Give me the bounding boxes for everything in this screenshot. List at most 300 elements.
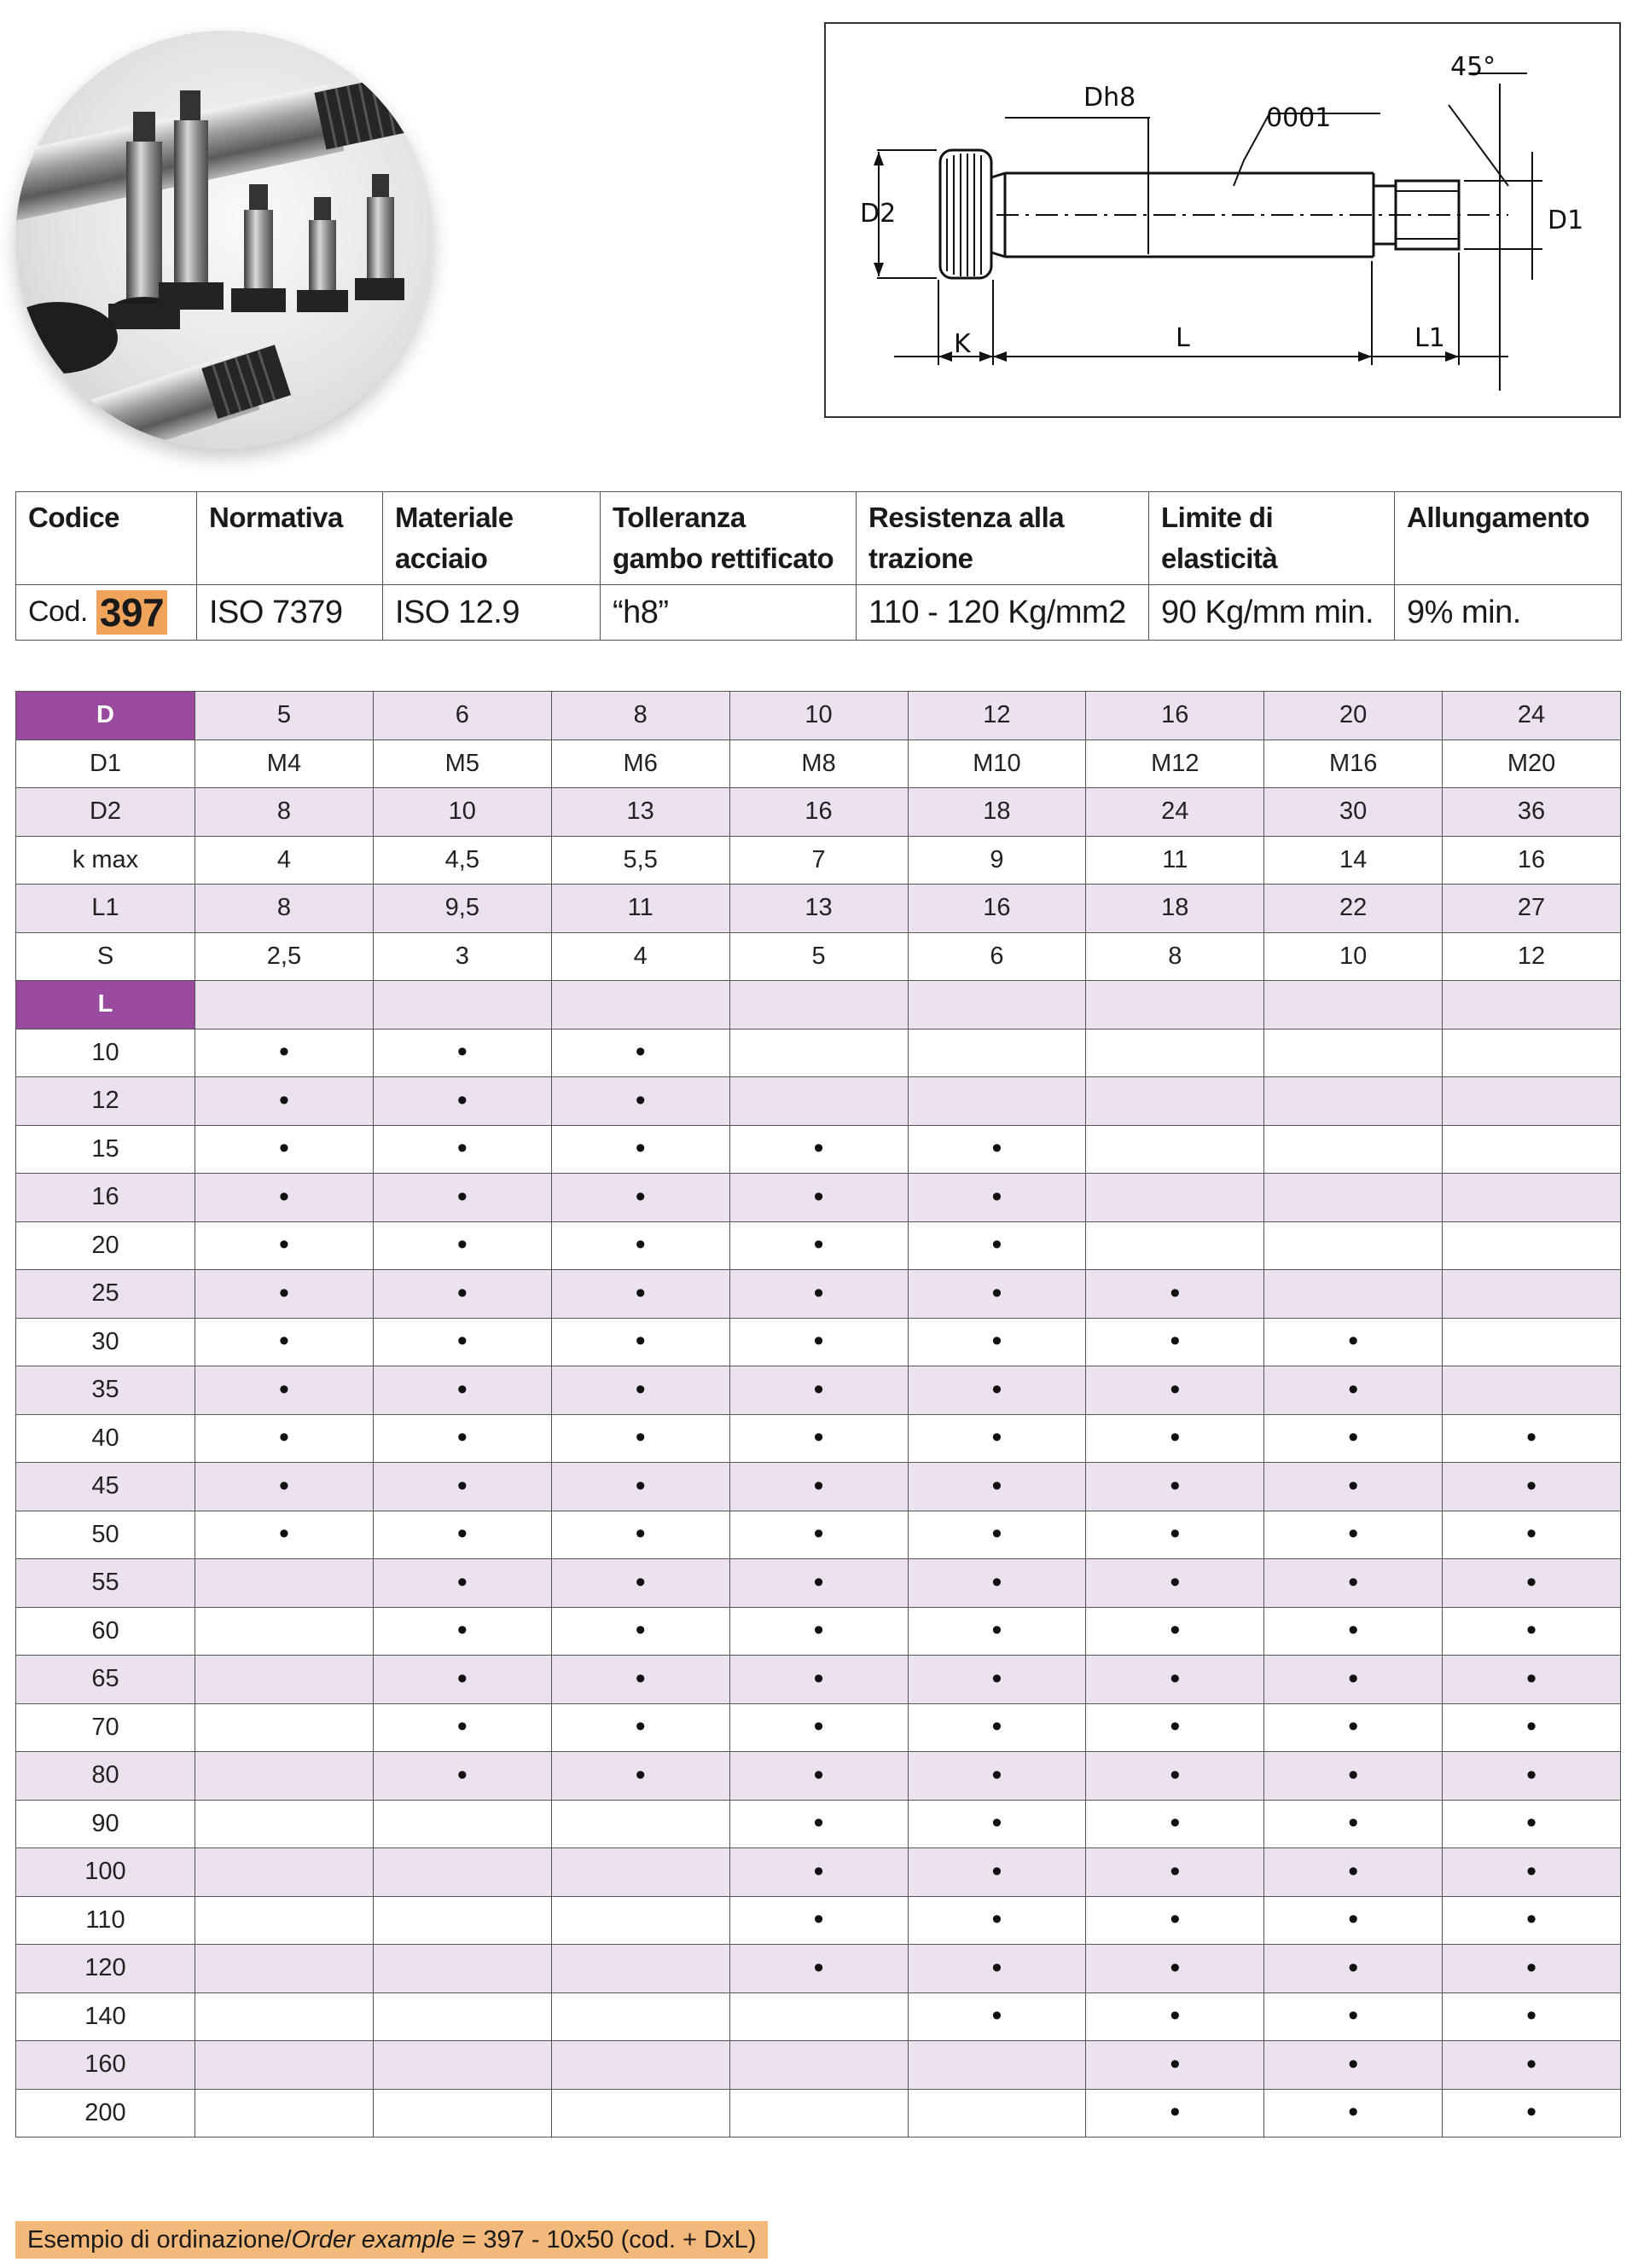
- availability-cell: [551, 1511, 729, 1559]
- available-dot-icon: •: [813, 1662, 824, 1695]
- availability-cell: [729, 1318, 908, 1366]
- available-dot-icon: •: [456, 1132, 468, 1165]
- available-dot-icon: •: [635, 1517, 646, 1551]
- empty-cell: [1443, 1318, 1621, 1366]
- length-label: 200: [16, 2089, 195, 2137]
- availability-cell: [1264, 1848, 1443, 1897]
- availability-cell: [1264, 1559, 1443, 1608]
- spec-value-normativa: ISO 7379: [197, 585, 383, 641]
- length-row: [16, 1174, 1621, 1222]
- available-dot-icon: •: [991, 1710, 1002, 1743]
- availability-cell: [1086, 1848, 1264, 1897]
- available-dot-icon: •: [1526, 1710, 1537, 1743]
- availability-cell: [1264, 1896, 1443, 1945]
- availability-cell: [1264, 1945, 1443, 1993]
- dims-cell: 8: [195, 788, 374, 837]
- available-dot-icon: •: [813, 1951, 824, 1984]
- available-dot-icon: •: [813, 1372, 824, 1406]
- spec-header-materiale: Materiale acciaio: [383, 492, 601, 585]
- dims-row-s: [16, 932, 1621, 981]
- length-row: [16, 1992, 1621, 2041]
- dims-d-value: 6: [373, 692, 551, 740]
- empty-cell: [551, 2089, 729, 2137]
- available-dot-icon: •: [991, 1903, 1002, 1936]
- availability-cell: [1264, 1607, 1443, 1656]
- length-label: 70: [16, 1703, 195, 1752]
- length-row: [16, 1414, 1621, 1463]
- dims-cell: 27: [1443, 885, 1621, 933]
- dims-cell: 24: [1086, 788, 1264, 837]
- dims-cell: 9,5: [373, 885, 551, 933]
- available-dot-icon: •: [635, 1421, 646, 1454]
- availability-cell: [373, 1318, 551, 1366]
- dims-cell: 9: [908, 836, 1086, 885]
- dims-cell: 4: [195, 836, 374, 885]
- dims-row-label: L1: [16, 885, 195, 933]
- availability-cell: [551, 1703, 729, 1752]
- available-dot-icon: •: [813, 1325, 824, 1358]
- technical-drawing: [824, 22, 1621, 418]
- empty-cell: [908, 1029, 1086, 1077]
- spec-value-resistenza: 110 - 120 Kg/mm2: [857, 585, 1149, 641]
- available-dot-icon: •: [635, 1276, 646, 1309]
- length-row: [16, 1221, 1621, 1270]
- available-dot-icon: •: [1526, 1469, 1537, 1502]
- available-dot-icon: •: [278, 1083, 289, 1117]
- empty-cell: [908, 1077, 1086, 1126]
- spec-value-row: [16, 585, 1622, 641]
- order-example-prefix: Esempio di ordinazione/: [27, 2226, 292, 2253]
- length-label: 55: [16, 1559, 195, 1608]
- availability-cell: [908, 1656, 1086, 1704]
- available-dot-icon: •: [991, 1469, 1002, 1502]
- availability-cell: [1264, 2089, 1443, 2137]
- availability-cell: [1264, 1366, 1443, 1415]
- empty-cell: [1086, 1077, 1264, 1126]
- available-dot-icon: •: [991, 1517, 1002, 1551]
- empty-cell: [1264, 1270, 1443, 1319]
- length-row: [16, 1896, 1621, 1945]
- label-tolerance: 0001: [1266, 103, 1332, 133]
- dims-cell: 10: [1264, 932, 1443, 981]
- availability-cell: [1086, 1703, 1264, 1752]
- availability-cell: [1086, 1414, 1264, 1463]
- length-row: [16, 1318, 1621, 1366]
- availability-cell: [729, 1270, 908, 1319]
- dims-empty-cell: [729, 981, 908, 1030]
- availability-cell: [1443, 1559, 1621, 1608]
- availability-cell: [373, 1511, 551, 1559]
- availability-cell: [1086, 1366, 1264, 1415]
- dims-header-d: D: [16, 692, 195, 740]
- available-dot-icon: •: [991, 1372, 1002, 1406]
- available-dot-icon: •: [1170, 1854, 1181, 1888]
- dims-cell: 3: [373, 932, 551, 981]
- shoulder-screw-diagram: [826, 24, 1619, 416]
- dims-row-label: D2: [16, 788, 195, 837]
- available-dot-icon: •: [1526, 1999, 1537, 2033]
- label-l1: L1: [1414, 323, 1445, 353]
- empty-cell: [195, 2089, 374, 2137]
- availability-cell: [373, 1607, 551, 1656]
- availability-cell: [195, 1318, 374, 1366]
- availability-cell: [1086, 1752, 1264, 1801]
- length-row: [16, 1703, 1621, 1752]
- dims-cell: 4: [551, 932, 729, 981]
- availability-cell: [1086, 1656, 1264, 1704]
- available-dot-icon: •: [991, 1662, 1002, 1695]
- available-dot-icon: •: [991, 1951, 1002, 1984]
- availability-cell: [729, 1221, 908, 1270]
- empty-cell: [551, 1848, 729, 1897]
- available-dot-icon: •: [635, 1325, 646, 1358]
- availability-cell: [373, 1077, 551, 1126]
- available-dot-icon: •: [813, 1276, 824, 1309]
- length-row: [16, 1752, 1621, 1801]
- available-dot-icon: •: [1526, 1807, 1537, 1840]
- available-dot-icon: •: [813, 1180, 824, 1213]
- spec-value-tolleranza: “h8”: [601, 585, 857, 641]
- available-dot-icon: •: [1348, 1517, 1359, 1551]
- availability-cell: [373, 1221, 551, 1270]
- availability-cell: [908, 1800, 1086, 1848]
- spec-header-resistenza: Resistenza alla trazione: [857, 492, 1149, 585]
- available-dot-icon: •: [813, 1807, 824, 1840]
- available-dot-icon: •: [1348, 1903, 1359, 1936]
- dims-cell: M5: [373, 740, 551, 788]
- dims-cell: 18: [1086, 885, 1264, 933]
- available-dot-icon: •: [456, 1228, 468, 1262]
- length-label: 65: [16, 1656, 195, 1704]
- available-dot-icon: •: [991, 1854, 1002, 1888]
- availability-cell: [373, 1414, 551, 1463]
- spec-code-cell: [16, 585, 197, 641]
- empty-cell: [551, 1800, 729, 1848]
- dims-row-d1: [16, 740, 1621, 788]
- dims-cell: 8: [195, 885, 374, 933]
- length-row: [16, 1366, 1621, 1415]
- available-dot-icon: •: [813, 1132, 824, 1165]
- dims-cell: 12: [1443, 932, 1621, 981]
- available-dot-icon: •: [813, 1517, 824, 1551]
- available-dot-icon: •: [1526, 1517, 1537, 1551]
- dims-d-value: 16: [1086, 692, 1264, 740]
- empty-cell: [729, 1992, 908, 2041]
- spec-value-allungamento: 9% min.: [1395, 585, 1622, 641]
- label-l: L: [1176, 323, 1190, 353]
- empty-cell: [1086, 1174, 1264, 1222]
- empty-cell: [195, 1607, 374, 1656]
- spec-header-row: [16, 492, 1622, 585]
- availability-cell: [729, 1366, 908, 1415]
- availability-cell: [908, 1318, 1086, 1366]
- empty-cell: [1264, 1221, 1443, 1270]
- available-dot-icon: •: [991, 1132, 1002, 1165]
- availability-cell: [373, 1559, 551, 1608]
- available-dot-icon: •: [635, 1180, 646, 1213]
- order-example-italic: Order example: [291, 2226, 456, 2253]
- available-dot-icon: •: [813, 1421, 824, 1454]
- availability-cell: [1443, 2089, 1621, 2137]
- available-dot-icon: •: [1526, 2047, 1537, 2080]
- empty-cell: [195, 1848, 374, 1897]
- available-dot-icon: •: [456, 1035, 468, 1069]
- available-dot-icon: •: [1170, 1758, 1181, 1791]
- availability-cell: [195, 1174, 374, 1222]
- available-dot-icon: •: [1170, 1372, 1181, 1406]
- spec-header-allungamento: Allungamento: [1395, 492, 1622, 585]
- available-dot-icon: •: [1348, 1469, 1359, 1502]
- available-dot-icon: •: [635, 1469, 646, 1502]
- availability-cell: [1443, 1703, 1621, 1752]
- dims-cell: M8: [729, 740, 908, 788]
- available-dot-icon: •: [278, 1469, 289, 1502]
- spec-header-codice: Codice: [16, 492, 197, 585]
- availability-cell: [1443, 1414, 1621, 1463]
- availability-cell: [551, 1125, 729, 1174]
- length-row: [16, 1077, 1621, 1126]
- length-label: 15: [16, 1125, 195, 1174]
- available-dot-icon: •: [991, 1565, 1002, 1598]
- dims-d-value: 20: [1264, 692, 1443, 740]
- length-row: [16, 1463, 1621, 1511]
- dims-row-label: S: [16, 932, 195, 981]
- empty-cell: [551, 1992, 729, 2041]
- available-dot-icon: •: [278, 1372, 289, 1406]
- length-label: 45: [16, 1463, 195, 1511]
- availability-cell: [908, 1848, 1086, 1897]
- dims-empty-cell: [195, 981, 374, 1030]
- dims-cell: 11: [551, 885, 729, 933]
- availability-cell: [195, 1511, 374, 1559]
- length-label: 35: [16, 1366, 195, 1415]
- available-dot-icon: •: [1348, 1710, 1359, 1743]
- availability-cell: [729, 1125, 908, 1174]
- empty-cell: [195, 2041, 374, 2090]
- available-dot-icon: •: [1170, 1325, 1181, 1358]
- dims-cell: 6: [908, 932, 1086, 981]
- available-dot-icon: •: [1348, 1372, 1359, 1406]
- availability-cell: [373, 1656, 551, 1704]
- available-dot-icon: •: [1170, 1999, 1181, 2033]
- availability-cell: [908, 1896, 1086, 1945]
- availability-cell: [729, 1752, 908, 1801]
- available-dot-icon: •: [456, 1325, 468, 1358]
- length-label: 110: [16, 1896, 195, 1945]
- availability-cell: [1264, 1463, 1443, 1511]
- availability-cell: [729, 1511, 908, 1559]
- dims-d-value: 5: [195, 692, 374, 740]
- dimensions-table: [15, 691, 1621, 2137]
- spec-header-limite: Limite di elasticità: [1149, 492, 1395, 585]
- available-dot-icon: •: [278, 1132, 289, 1165]
- available-dot-icon: •: [1348, 1614, 1359, 1647]
- available-dot-icon: •: [456, 1083, 468, 1117]
- available-dot-icon: •: [1526, 1758, 1537, 1791]
- available-dot-icon: •: [1170, 1951, 1181, 1984]
- availability-cell: [551, 1656, 729, 1704]
- availability-cell: [195, 1029, 374, 1077]
- empty-cell: [551, 1945, 729, 1993]
- empty-cell: [1443, 1221, 1621, 1270]
- availability-cell: [729, 1463, 908, 1511]
- empty-cell: [195, 1992, 374, 2041]
- available-dot-icon: •: [635, 1132, 646, 1165]
- availability-cell: [1443, 1896, 1621, 1945]
- dims-cell: M4: [195, 740, 374, 788]
- empty-cell: [1443, 1029, 1621, 1077]
- empty-cell: [1264, 1029, 1443, 1077]
- available-dot-icon: •: [456, 1276, 468, 1309]
- availability-cell: [551, 1752, 729, 1801]
- available-dot-icon: •: [1170, 2047, 1181, 2080]
- available-dot-icon: •: [991, 1276, 1002, 1309]
- dims-cell: 8: [1086, 932, 1264, 981]
- empty-cell: [1264, 1077, 1443, 1126]
- available-dot-icon: •: [1348, 1807, 1359, 1840]
- availability-cell: [373, 1703, 551, 1752]
- dims-empty-cell: [373, 981, 551, 1030]
- dims-cell: 10: [373, 788, 551, 837]
- empty-cell: [729, 2089, 908, 2137]
- availability-cell: [195, 1414, 374, 1463]
- length-label: 10: [16, 1029, 195, 1077]
- availability-cell: [908, 1174, 1086, 1222]
- label-k: K: [954, 329, 971, 359]
- length-row: [16, 2041, 1621, 2090]
- length-label: 140: [16, 1992, 195, 2041]
- availability-cell: [1086, 1559, 1264, 1608]
- available-dot-icon: •: [456, 1180, 468, 1213]
- length-row: [16, 1559, 1621, 1608]
- availability-cell: [729, 1656, 908, 1704]
- availability-cell: [729, 1945, 908, 1993]
- availability-cell: [551, 1607, 729, 1656]
- availability-cell: [373, 1029, 551, 1077]
- dims-row-d2: [16, 788, 1621, 837]
- availability-cell: [1264, 1992, 1443, 2041]
- length-row: [16, 1125, 1621, 1174]
- availability-cell: [729, 1896, 908, 1945]
- dims-row-label: D1: [16, 740, 195, 788]
- length-row: [16, 1029, 1621, 1077]
- available-dot-icon: •: [1348, 1565, 1359, 1598]
- available-dot-icon: •: [1526, 1951, 1537, 1984]
- availability-cell: [1443, 1656, 1621, 1704]
- availability-cell: [908, 1752, 1086, 1801]
- length-label: 90: [16, 1800, 195, 1848]
- availability-cell: [373, 1270, 551, 1319]
- dims-cell: 7: [729, 836, 908, 885]
- availability-cell: [729, 1703, 908, 1752]
- availability-cell: [1264, 2041, 1443, 2090]
- availability-cell: [908, 1945, 1086, 1993]
- available-dot-icon: •: [813, 1614, 824, 1647]
- availability-cell: [908, 1414, 1086, 1463]
- available-dot-icon: •: [991, 1325, 1002, 1358]
- dims-row-l: [16, 981, 1621, 1030]
- availability-cell: [551, 1174, 729, 1222]
- empty-cell: [373, 1945, 551, 1993]
- availability-cell: [1086, 1896, 1264, 1945]
- available-dot-icon: •: [1348, 2096, 1359, 2129]
- length-label: 25: [16, 1270, 195, 1319]
- available-dot-icon: •: [456, 1614, 468, 1647]
- code-prefix: Cod.: [28, 595, 88, 629]
- dims-d-value: 12: [908, 692, 1086, 740]
- availability-cell: [1264, 1800, 1443, 1848]
- availability-cell: [908, 1511, 1086, 1559]
- availability-cell: [373, 1125, 551, 1174]
- empty-cell: [1443, 1270, 1621, 1319]
- available-dot-icon: •: [1526, 1614, 1537, 1647]
- empty-cell: [195, 1800, 374, 1848]
- empty-cell: [1264, 1125, 1443, 1174]
- dims-cell: 30: [1264, 788, 1443, 837]
- dims-row-k-max: [16, 836, 1621, 885]
- dims-d-value: 24: [1443, 692, 1621, 740]
- empty-cell: [195, 1656, 374, 1704]
- availability-cell: [551, 1463, 729, 1511]
- available-dot-icon: •: [1170, 2096, 1181, 2129]
- availability-cell: [1086, 1800, 1264, 1848]
- available-dot-icon: •: [1170, 1662, 1181, 1695]
- dims-header-l: L: [16, 981, 195, 1030]
- available-dot-icon: •: [635, 1758, 646, 1791]
- availability-cell: [1264, 1511, 1443, 1559]
- empty-cell: [195, 1703, 374, 1752]
- empty-cell: [195, 1896, 374, 1945]
- available-dot-icon: •: [1526, 1903, 1537, 1936]
- availability-cell: [373, 1174, 551, 1222]
- availability-cell: [1264, 1318, 1443, 1366]
- available-dot-icon: •: [991, 1999, 1002, 2033]
- length-label: 160: [16, 2041, 195, 2090]
- available-dot-icon: •: [1170, 1517, 1181, 1551]
- empty-cell: [373, 1848, 551, 1897]
- availability-cell: [373, 1463, 551, 1511]
- availability-cell: [729, 1800, 908, 1848]
- available-dot-icon: •: [635, 1565, 646, 1598]
- available-dot-icon: •: [635, 1035, 646, 1069]
- empty-cell: [1086, 1125, 1264, 1174]
- length-row: [16, 1800, 1621, 1848]
- available-dot-icon: •: [813, 1854, 824, 1888]
- length-label: 40: [16, 1414, 195, 1463]
- dims-cell: M6: [551, 740, 729, 788]
- availability-cell: [1443, 1992, 1621, 2041]
- available-dot-icon: •: [456, 1662, 468, 1695]
- dims-cell: 22: [1264, 885, 1443, 933]
- available-dot-icon: •: [813, 1758, 824, 1791]
- availability-cell: [195, 1221, 374, 1270]
- available-dot-icon: •: [1526, 1565, 1537, 1598]
- availability-cell: [1443, 1607, 1621, 1656]
- length-label: 120: [16, 1945, 195, 1993]
- length-label: 50: [16, 1511, 195, 1559]
- availability-cell: [729, 1559, 908, 1608]
- available-dot-icon: •: [1526, 2096, 1537, 2129]
- available-dot-icon: •: [456, 1469, 468, 1502]
- dims-cell: 36: [1443, 788, 1621, 837]
- available-dot-icon: •: [635, 1083, 646, 1117]
- empty-cell: [1086, 1221, 1264, 1270]
- empty-cell: [1443, 1077, 1621, 1126]
- available-dot-icon: •: [991, 1228, 1002, 1262]
- length-label: 80: [16, 1752, 195, 1801]
- available-dot-icon: •: [991, 1421, 1002, 1454]
- available-dot-icon: •: [1170, 1807, 1181, 1840]
